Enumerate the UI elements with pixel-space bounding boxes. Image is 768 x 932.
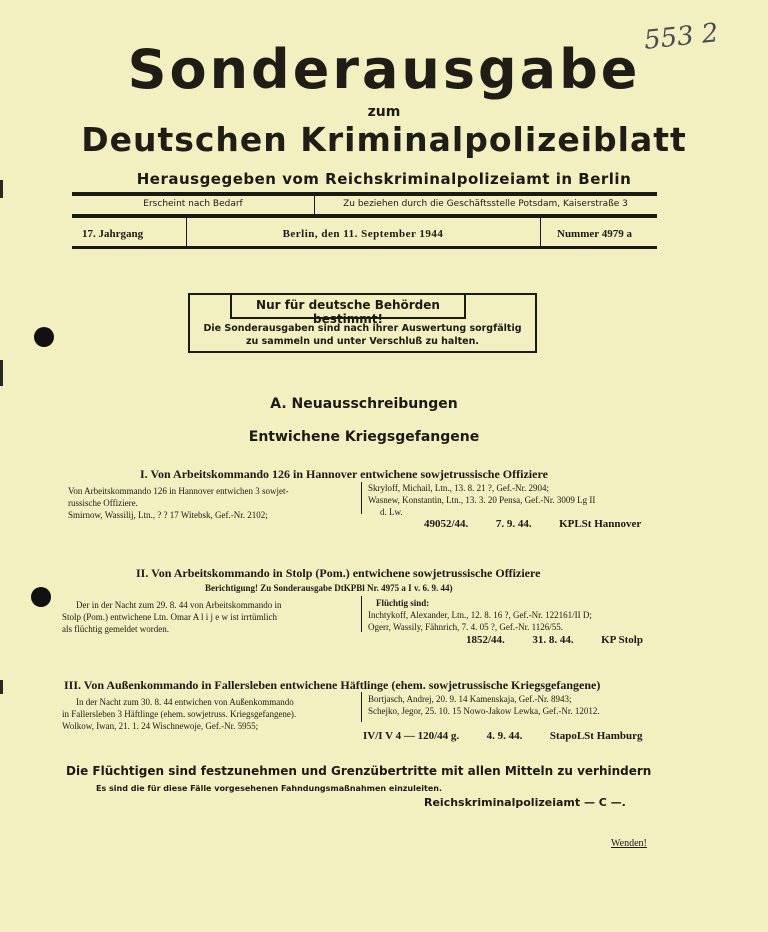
masthead-zum: zum — [367, 104, 401, 120]
entry-line: Inchtykoff, Alexander, Ltn., 12. 8. 16 ?, Gef.-Nr. 122161/II D; — [368, 610, 592, 620]
punch-hole — [34, 327, 54, 347]
column-divider — [361, 596, 362, 632]
masthead-subtitle: Deutschen Kriminalpolizeiblatt — [81, 120, 687, 159]
entry-reference — [466, 634, 643, 646]
divider — [72, 192, 657, 196]
dateline: Berlin, den 11. September 1944 — [282, 228, 444, 240]
entry-right-text — [368, 482, 660, 518]
entry-correction: Berichtigung! Zu Sonderausgabe DtKPBl Nr. 4975 a I v. 6. 9. 44) — [205, 583, 453, 593]
entry-line: Smirnow, Wassilij, Ltn., ? ? 17 Witebsk, Gef.-Nr. 2102; — [68, 510, 268, 520]
entry-line: Wasnew, Konstantin, Ltn., 13. 3. 20 Pensa, Gef.-Nr. 3009 Lg II — [368, 495, 596, 505]
divider — [540, 218, 541, 246]
reference-office: KPLSt Hannover — [559, 518, 642, 530]
distribution-info: Zu beziehen durch die Geschäftsstelle Potsdam, Kaiserstraße 3 — [343, 199, 628, 209]
entry-reference — [424, 518, 641, 530]
restricted-notice-line: zu sammeln und unter Verschluß zu halten. — [246, 336, 479, 347]
closing-instruction: Die Flüchtigen sind festzunehmen und Grenzübertritte mit allen Mitteln zu verhindern — [66, 764, 652, 778]
closing-note: Es sind die für diese Fälle vorgesehenen Fahndungsmaßnahmen einzuleiten. — [96, 784, 443, 793]
restricted-notice-text — [188, 322, 537, 348]
turn-over-note: Wenden! — [611, 838, 647, 849]
entry-line: russische Offiziere. — [68, 498, 138, 508]
reference-number: IV/I V 4 — 120/44 g. — [363, 730, 460, 742]
entry-heading: III. Von Außenkommando in Fallersleben entwichene Häftlinge (ehem. sowjetrussische Kriegsgefangene) — [64, 678, 601, 692]
reference-date: 7. 9. 44. — [495, 518, 532, 530]
volume-year: 17. Jahrgang — [82, 228, 144, 240]
restricted-notice-title: Nur für deutsche Behörden bestimmt! — [256, 298, 440, 326]
entry-line: Skryloff, Michail, Ltn., 13. 8. 21 ?, Gef.-Nr. 2904; — [368, 483, 550, 493]
handwritten-archive-number: 553 2 — [642, 18, 720, 56]
entry-line: Schejko, Jegor, 25. 10. 15 Nowo-Jakow Lewka, Gef.-Nr. 12012. — [368, 706, 600, 716]
reference-date: 31. 8. 44. — [532, 634, 574, 646]
issue-number: Nummer 4979 a — [557, 228, 632, 240]
entry-line: Stolp (Pom.) entwichene Ltn. Omar A l i j e w ist irrtümlich — [62, 612, 277, 622]
entry-line: Von Arbeitskommando 126 in Hannover entwichen 3 sowjet- — [68, 486, 289, 496]
divider — [72, 214, 657, 218]
entry-line: als flüchtig gemeldet worden. — [62, 624, 169, 634]
entry-heading: I. Von Arbeitskommando 126 in Hannover entwichene sowjetrussische Offiziere — [140, 467, 548, 481]
entry-line: Flüchtig sind: — [376, 598, 430, 608]
entry-left-text — [68, 485, 358, 521]
column-divider — [361, 692, 362, 722]
publisher-line: Herausgegeben vom Reichskriminalpolizeiamt in Berlin — [136, 170, 632, 188]
punch-hole — [31, 587, 51, 607]
entry-line: Der in der Nacht zum 29. 8. 44 von Arbeitskommando in — [76, 600, 282, 610]
reference-office: StapoLSt Hamburg — [549, 730, 643, 742]
reference-number: 1852/44. — [466, 634, 505, 646]
entry-left-text — [62, 696, 358, 732]
entry-line: In der Nacht zum 30. 8. 44 entwichen von Außenkommando — [76, 697, 294, 707]
column-divider — [361, 482, 362, 514]
section-heading: A. Neuausschreibungen — [270, 396, 458, 412]
entry-line: Wolkow, Iwan, 21. 1. 24 Wischnewoje, Gef.-Nr. 5955; — [62, 721, 259, 731]
edge-mark — [0, 680, 3, 694]
section-subheading: Entwichene Kriegsgefangene — [248, 429, 480, 445]
reference-office: KP Stolp — [601, 634, 643, 646]
entry-line: Bortjasch, Andrej, 20. 9. 14 Kamenskaja, Gef.-Nr. 8943; — [368, 694, 572, 704]
signature: Reichskriminalpolizeiamt — C —. — [424, 796, 626, 809]
entry-right-text — [368, 597, 660, 633]
entry-line: Ogerr, Wassily, Fähnrich, 7. 4. 05 ?, Gef.-Nr. 1126/55. — [368, 622, 564, 632]
reference-number: 49052/44. — [424, 518, 469, 530]
reference-date: 4. 9. 44. — [486, 730, 523, 742]
entry-line: d. Lw. — [380, 507, 403, 517]
entry-line: in Fallersleben 3 Häftlinge (ehem. sowjetruss. Kriegsgefangene). — [62, 709, 297, 719]
entry-left-text — [62, 599, 358, 635]
divider — [72, 246, 657, 249]
restricted-notice-line: Die Sonderausgaben sind nach ihrer Auswertung sorgfältig — [203, 323, 522, 334]
entry-heading: II. Von Arbeitskommando in Stolp (Pom.) entwichene sowjetrussische Offiziere — [136, 566, 541, 580]
publication-frequency: Erscheint nach Bedarf — [143, 199, 243, 209]
entry-right-text — [368, 693, 660, 717]
entry-reference — [363, 730, 643, 742]
edge-mark — [0, 360, 3, 386]
masthead-title: Sonderausgabe — [127, 38, 641, 101]
